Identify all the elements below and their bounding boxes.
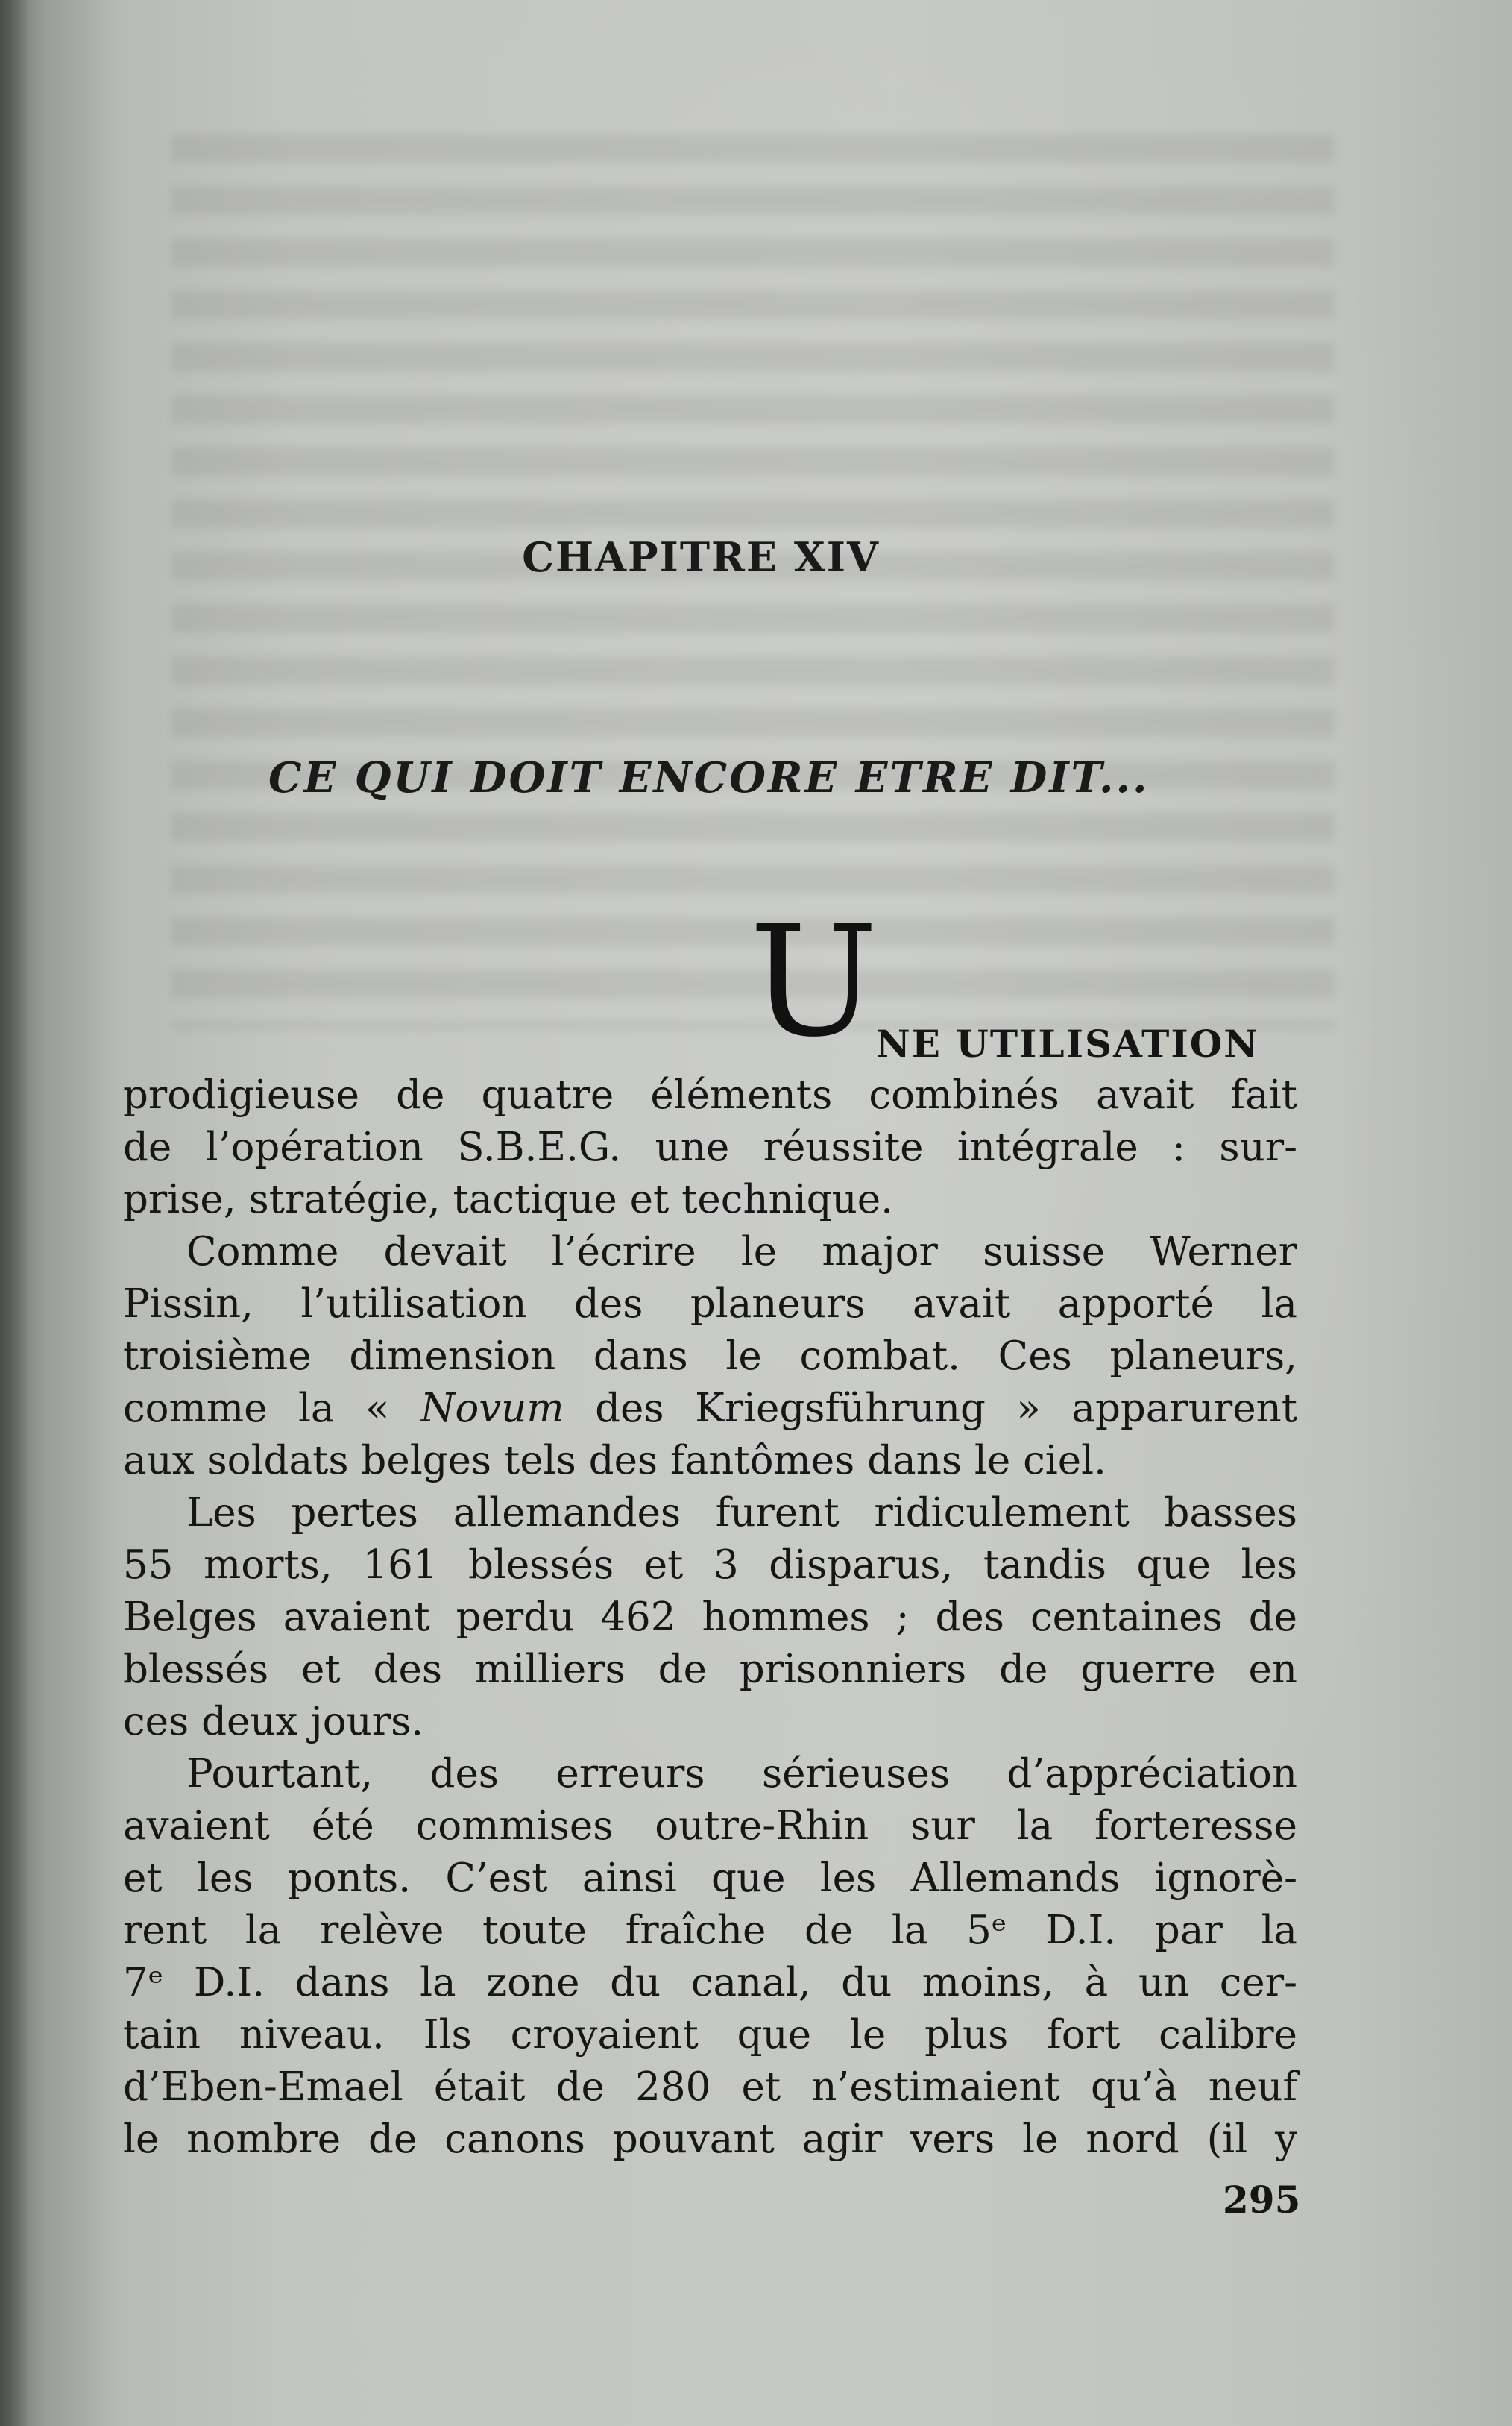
page-number: 295 — [1223, 2178, 1301, 2222]
body-line: de l’opération S.B.E.G. une réussite intégrale : sur- — [123, 1125, 1297, 1170]
body-line: prise, stratégie, tactique et technique. — [123, 1177, 893, 1222]
body-line: prodigieuse de quatre éléments combinés avait fait — [123, 1072, 1297, 1118]
body-line: Pourtant, des erreurs sérieuses d’appréciation — [186, 1751, 1297, 1797]
text-span: comme la « — [123, 1386, 420, 1431]
body-line: Belges avaient perdu 462 hommes ; des centaines de — [123, 1594, 1297, 1640]
body-line: aux soldats belges tels des fantômes dans le ciel. — [123, 1438, 1106, 1483]
page-gutter-shadow — [0, 0, 30, 2426]
body-line: le nombre de canons pouvant agir vers le nord (il y — [123, 2117, 1297, 2162]
body-line: ces deux jours. — [123, 1699, 424, 1744]
body-line: troisième dimension dans le combat. Ces planeurs, — [123, 1333, 1297, 1379]
body-line: Comme devait l’écrire le major suisse Werner — [186, 1229, 1297, 1275]
body-line: Pissin, l’utilisation des planeurs avait apporté la — [123, 1281, 1297, 1327]
chapter-title: CE QUI DOIT ENCORE ETRE DIT... — [268, 753, 1150, 802]
body-line: et les ponts. C’est ainsi que les Allemands ignorè- — [123, 1855, 1297, 1901]
body-line: Les pertes allemandes furent ridiculement basses — [186, 1490, 1297, 1536]
body-line: avaient été commises outre-Rhin sur la forteresse — [123, 1803, 1297, 1849]
body-line: tain niveau. Ils croyaient que le plus fort calibre — [123, 2012, 1297, 2058]
body-line: 55 morts, 161 blessés et 3 disparus, tandis que les — [123, 1542, 1297, 1588]
body-line-with-italic — [123, 1386, 1297, 1432]
body-line: blessés et des milliers de prisonniers de guerre en — [123, 1647, 1297, 1692]
chapter-heading: CHAPITRE XIV — [522, 533, 880, 581]
drop-cap: U — [749, 893, 878, 1071]
body-line: 7ᵉ D.I. dans la zone du canal, du moins, à un cer- — [123, 1960, 1297, 2005]
text-span: des Kriegsführung » apparurent — [564, 1386, 1298, 1431]
body-line: d’Eben-Emael était de 280 et n’estimaient qu’à neuf — [123, 2064, 1297, 2110]
italic-term: Novum — [420, 1386, 564, 1431]
body-line: rent la relève toute fraîche de la 5ᵉ D.I. par la — [123, 1908, 1297, 1953]
opening-smallcaps: NE UTILISATION — [876, 1022, 1259, 1066]
